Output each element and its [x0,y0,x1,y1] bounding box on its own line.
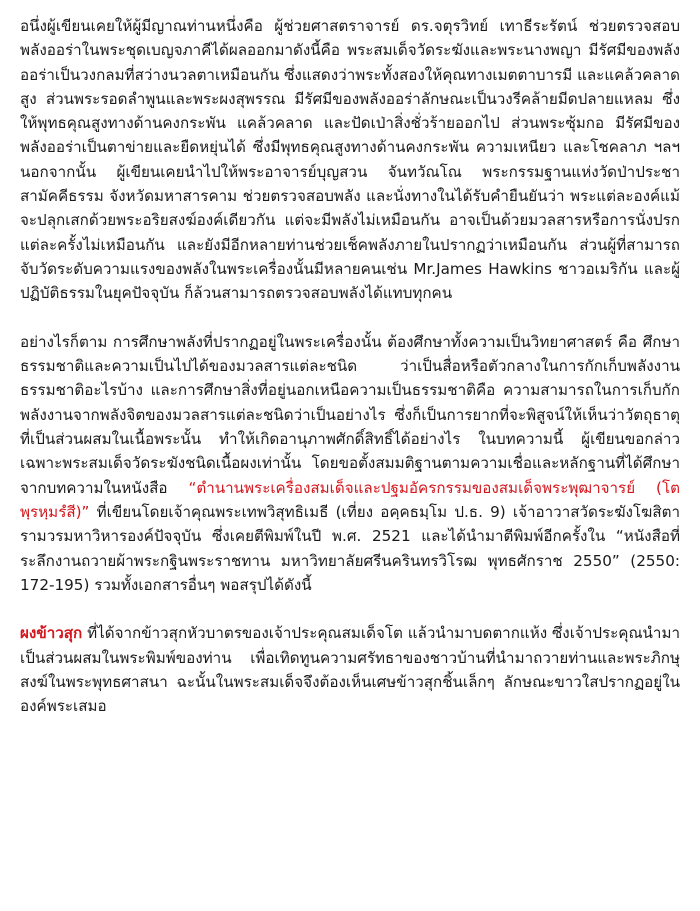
paragraph-study-of-power [20,330,680,597]
paragraph-study-of-power-text: อย่างไรก็ตาม การศึกษาพลังที่ปรากฏอยู่ในพระเครื่องนั้น ต้องศึกษาทั้งความเป็นวิทยาศาสตร์ คือ ศึกษาธรรมชาติและความเป็นไปได้ของมวลสารแต่ละชนิด ว่าเป็นสื่อหรือตัวกลางในการกักเก็บพลังงานธรรมชาติอะไรบ้าง และการศึกษาสิ่งที่อยู่นอกเหนือความเป็นธรรมชาติคือ ความสามารถในการเก็บกักพลังงานจากพลังจิตของมวลสารแต่ละชนิดว่าเป็นอย่างไร ซึ่งก็เป็นการยากที่จะพิสูจน์ให้เห็นว่าวัตถุธาตุที่เป็นส่วนผสมในเนื้อพระนั้น ทำให้เกิดอานุภาพศักดิ์สิทธิ์ได้อย่างไร ในบทความนี้ ผู้เขียนขอกล่าวเฉพาะพระสมเด็จวัดระฆังชนิดเนื้อผงเท่านั้น โดยขอตั้งสมมติฐานตามความเชื่อและหลักฐานที่ได้ศึกษาจากบทความในหนังสือ [20,332,680,497]
paragraph-cooked-rice-powder-text: ที่ได้จากข้าวสุกหัวบาตรของเจ้าประคุณสมเด็จโต แล้วนำมาบดตากแห้ง ซึ่งเจ้าประคุณนำมาเป็นส่วนผสมในพระพิมพ์ของท่าน เพื่อเทิดทูนความศรัทธาของชาวบ้านที่นำมาถวายท่านและพระภิกษุสงฆ์ในพระพุทธศาสนา ฉะนั้นในพระสมเด็จจึงต้องเห็นเศษข้าวสุกชิ้นเล็กๆ ลักษณะขาวใสปรากฏอยู่ในองค์พระเสมอ [20,624,680,716]
paragraph-aura-testing [20,14,680,306]
paragraph-aura-testing-text: อนึ่งผู้เขียนเคยให้ผู้มีญาณท่านหนึ่งคือ ผู้ช่วยศาสตราจารย์ ดร.จตุรวิทย์ เทาธีระรัตน์ ช่วยตรวจสอบพลังออร่าในพระชุดเบญจภาคีได้ผลออกมาดังนี้คือ พระสมเด็จวัดระฆังและพระนางพญา มีรัศมีของพลังออร่าเป็นวงกลมที่สว่างนวลตาเหมือนกัน ซึ่งแสดงว่าพระทั้งสองให้คุณทางเมตตาบารมี และแคล้วคลาดสูง ส่วนพระรอดลำพูนและพระผงสุพรรณ มีรัศมีของพลังออร่าลักษณะเป็นวงรีคล้ายมีดปลายแหลม ซึ่งให้พุทธคุณสูงทางด้านคงกระพัน แคล้วคลาด และปัดเป่าสิ่งชั่วร้ายออกไป ส่วนพระซุ้มกอ มีรัศมีของพลังออร่าเป็นตาข่ายและยืดหยุ่นได้ ซึ่งมีพุทธคุณสูงทางด้านคงกระพัน ความเหนียว และโชคลาภ ฯลฯ นอกจากนั้น ผู้เขียนเคยนำไปให้พระอาจารย์บุญสวน จันทวัณโณ พระกรรมฐานแห่งวัดป่าประชาสามัคคีธรรม จังหวัดมหาสารคาม ช่วยตรวจสอบพลัง และนั่งทางในได้รับคำยืนยันว่า พระแต่ละองค์แม้จะปลุกเสกด้วยพระอริยสงฆ์องค์เดียวกัน แต่จะมีพลังไม่เหมือนกัน อาจเป็นด้วยมวลสารหรือการนั่งปรกแต่ละครั้งไม่เหมือนกัน และยังมีอีกหลายท่านช่วยเช็คพลังภายในปรากฏว่าเหมือนกัน ส่วนผู้ที่สามารถจับวัดระดับความแรงของพลังในพระเครื่องนั้นมีหลายคนเช่น Mr.James Hawkins ชาวอเมริกัน และผู้ปฏิบัติธรรมในยุคปัจจุบัน ก็ล้วนสามารถตรวจสอบพลังได้แทบทุกคน [20,17,680,303]
book-title-highlight: “ตำนานพระเครื่องสมเด็จและปฐมอัครกรรมของสมเด็จพระพุฒาจารย์ (โต พฺรหฺมรํสี)” [20,478,680,521]
section-heading-cooked-rice-powder: ผงข้าวสุก [20,624,83,643]
paragraph-cooked-rice-powder [20,621,680,718]
paragraph-study-of-power-end: ที่เขียนโดยเจ้าคุณพระเทพวิสุทธิเมธี (เที่ยง อคฺคธมฺโม ป.ธ. 9) เจ้าอาวาสวัดระฆังโฆสิตารามวรมหาวิหารองค์ปัจจุบัน ซึ่งเคยตีพิมพ์ในปี พ.ศ. 2521 และได้นำมาตีพิมพ์อีกครั้งใน “หนังสือที่ระลึกงานถวายผ้าพระกฐินพระราชทาน มหาวิทยาลัยศรีนครินทรวิโรฒ พุทธศักราช 2550” (2550: 172-195) รวมทั้งเอกสารอื่นๆ พอสรุปได้ดังนี้ [20,502,680,594]
